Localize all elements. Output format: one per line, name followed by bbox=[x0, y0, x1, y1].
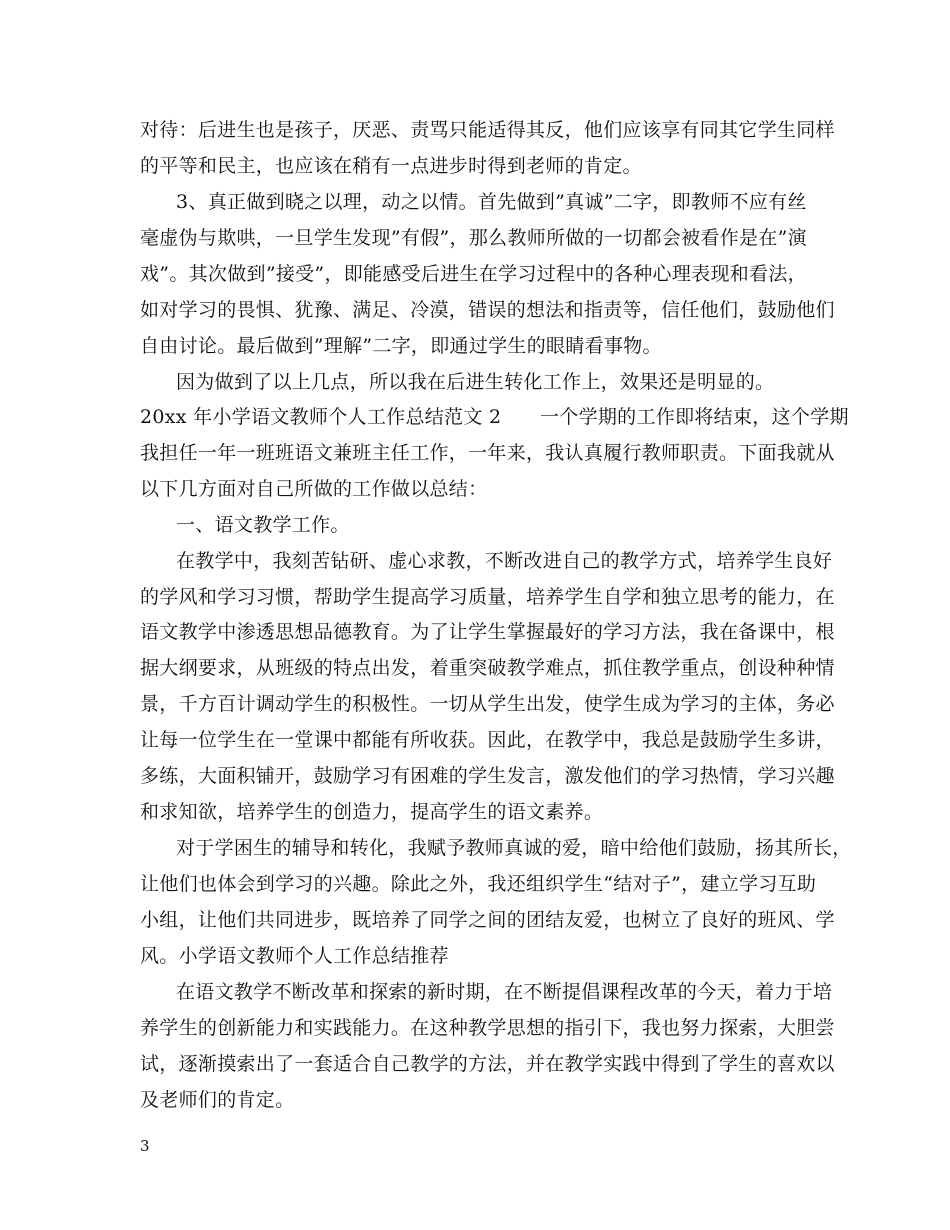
text-line: 和求知欲，培养学生的创造力，提高学生的语文素养。 bbox=[140, 801, 604, 823]
text-line: 对待：后进生也是孩子，厌恶、责骂只能适得其反，他们应该享有同其它学生同样 bbox=[140, 119, 835, 141]
text-line: 在教学中，我刻苦钻研、虚心求教，不断改进自己的教学方式，培养学生良好 bbox=[176, 550, 833, 572]
text-line: 试，逐渐摸索出了一套适合自己教学的方法，并在教学实践中得到了学生的喜欢以 bbox=[140, 1053, 835, 1075]
text-line: 如对学习的畏惧、犹豫、满足、冷漠，错误的想法和指责等，信任他们，鼓励他们 bbox=[140, 299, 835, 321]
text-line: 20xx 年小学语文教师个人工作总结范文 2 一个学期的工作即将结束，这个学期 bbox=[140, 406, 849, 428]
text-line: 语文教学中渗透思想品德教育。为了让学生掌握最好的学习方法，我在备课中，根 bbox=[140, 621, 835, 643]
text-line: 养学生的创新能力和实践能力。在这种教学思想的指引下，我也努力探索，大胆尝 bbox=[140, 1017, 835, 1039]
section-heading: 一、语文教学工作。 bbox=[176, 514, 350, 536]
text-line: 我担任一年一班班语文兼班主任工作，一年来，我认真履行教师职责。下面我就从 bbox=[140, 442, 835, 464]
text-line: 小组，让他们共同进步，既培养了同学之间的团结友爱，也树立了良好的班风、学 bbox=[140, 909, 835, 931]
text-line: 在语文教学不断改革和探索的新时期，在不断提倡课程改革的今天，着力于培 bbox=[176, 981, 833, 1003]
text-line: 毫虚伪与欺哄，一旦学生发现”有假”，那么教师所做的一切都会被看作是在”演 bbox=[140, 227, 807, 249]
text-line: 及老师们的肯定。 bbox=[140, 1089, 295, 1111]
text-line: 自由讨论。最后做到”理解”二字，即通过学生的眼睛看事物。 bbox=[140, 335, 662, 357]
text-line: 的学风和学习习惯，帮助学生提高学习质量，培养学生自学和独立思考的能力，在 bbox=[140, 586, 835, 608]
text-line: 让他们也体会到学习的兴趣。除此之外，我还组织学生“结对子”，建立学习互助 bbox=[140, 873, 817, 895]
text-line: 对于学困生的辅导和转化，我赋予教师真诚的爱，暗中给他们鼓励，扬其所长， bbox=[176, 837, 852, 859]
text-line: 以下几方面对自己所做的工作做以总结： bbox=[140, 478, 488, 500]
text-line: 3、真正做到晓之以理，动之以情。首先做到”真诚”二字，即教师不应有丝 bbox=[176, 191, 807, 213]
text-line: 让每一位学生在一堂课中都能有所收获。因此，在教学中，我总是鼓励学生多讲， bbox=[140, 729, 835, 751]
text-line: 戏”。其次做到”接受”，即能感受后进生在学习过程中的各种心理表现和看法， bbox=[140, 263, 807, 285]
text-line: 多练，大面积铺开，鼓励学习有困难的学生发言，激发他们的学习热情，学习兴趣 bbox=[140, 765, 835, 787]
page-number: 3 bbox=[140, 1137, 150, 1155]
text-line: 景，千方百计调动学生的积极性。一切从学生出发，使学生成为学习的主体，务必 bbox=[140, 693, 835, 715]
text-line: 的平等和民主，也应该在稍有一点进步时得到老师的肯定。 bbox=[140, 155, 642, 177]
text-line: 因为做到了以上几点，所以我在后进生转化工作上，效果还是明显的。 bbox=[176, 371, 775, 393]
text-line: 风。小学语文教师个人工作总结推荐 bbox=[140, 945, 449, 967]
text-line: 据大纲要求，从班级的特点出发，着重突破教学难点，抓住教学重点，创设种种情 bbox=[140, 657, 835, 679]
